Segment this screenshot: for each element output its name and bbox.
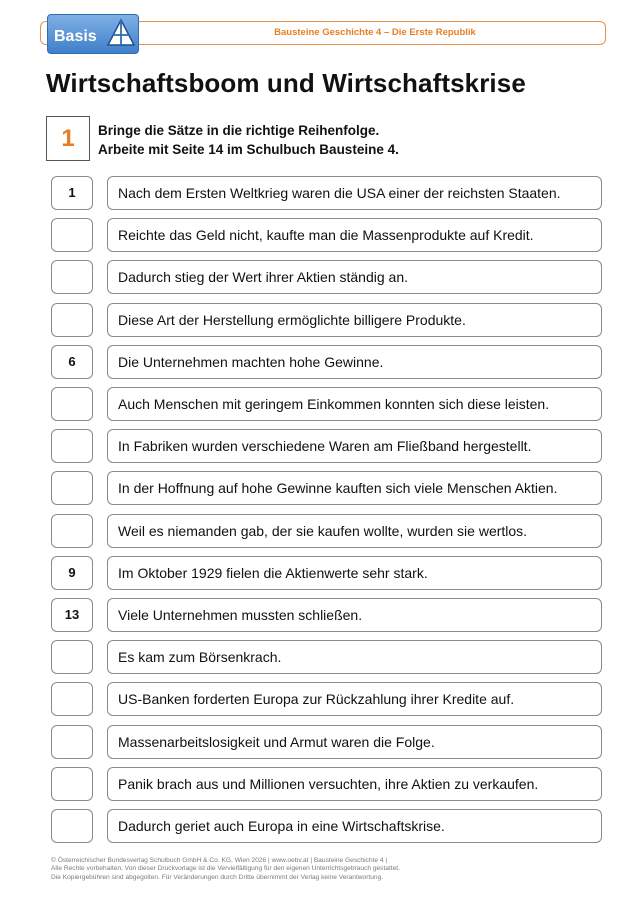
ordering-row [51, 218, 603, 252]
basis-logo [47, 14, 139, 54]
ordering-row [51, 345, 603, 379]
sentence-text: Panik brach aus und Millionen versuchten, ihre Aktien zu verkaufen. [107, 767, 602, 801]
triangle-logo-icon [106, 18, 136, 48]
order-number-field[interactable] [51, 471, 93, 505]
sentence-text: Dadurch stieg der Wert ihrer Aktien ständig an. [107, 260, 602, 294]
sentence-text: Massenarbeitslosigkeit und Armut waren die Folge. [107, 725, 602, 759]
sentence-text: Auch Menschen mit geringem Einkommen konnten sich diese leisten. [107, 387, 602, 421]
order-number-field[interactable] [51, 767, 93, 801]
task-instructions [98, 121, 598, 159]
ordering-row [51, 640, 603, 674]
ordering-row [51, 514, 603, 548]
ordering-row [51, 767, 603, 801]
ordering-row [51, 598, 603, 632]
ordering-row [51, 176, 603, 210]
ordering-row [51, 429, 603, 463]
order-number-field[interactable] [51, 640, 93, 674]
logo-label: Basis [54, 28, 97, 45]
footer-fees: Die Kopiergebühren sind abgegolten. Für Veränderungen durch Dritte übernimmt der Verlag keine Verantwortung. [51, 873, 384, 881]
sentence-text: Reichte das Geld nicht, kaufte man die Massenprodukte auf Kredit. [107, 218, 602, 252]
order-number-field[interactable] [51, 809, 93, 843]
series-title: Bausteine Geschichte 4 – Die Erste Republik [274, 27, 476, 38]
order-number-field[interactable] [51, 514, 93, 548]
ordering-row [51, 682, 603, 716]
order-number-field[interactable] [51, 303, 93, 337]
order-number-field[interactable] [51, 725, 93, 759]
page-title: Wirtschaftsboom und Wirtschaftskrise [46, 68, 526, 98]
sentence-text: Die Unternehmen machten hohe Gewinne. [107, 345, 602, 379]
order-number-field[interactable] [51, 387, 93, 421]
sentence-text: US-Banken forderten Europa zur Rückzahlung ihrer Kredite auf. [107, 682, 602, 716]
footer-copyright: © Österreichischer Bundesverlag Schulbuch GmbH & Co. KG, Wien 2026 | www.oebv.at | Bausteine Geschichte 4 | [51, 857, 388, 864]
sentence-text: Es kam zum Börsenkrach. [107, 640, 602, 674]
order-number-field[interactable]: 13 [51, 598, 93, 632]
order-number-field[interactable]: 1 [51, 176, 93, 210]
sentence-text: In der Hoffnung auf hohe Gewinne kauften sich viele Menschen Aktien. [107, 471, 602, 505]
footer [51, 857, 471, 882]
order-number-field[interactable]: 9 [51, 556, 93, 590]
instruction-line-1: Bringe die Sätze in die richtige Reihenfolge. [98, 123, 380, 138]
footer-rights: Alle Rechte vorbehalten. Von dieser Druckvorlage ist die Vervielfältigung für den eigenen Unterrichtsgebrauch gestattet. [51, 865, 400, 873]
ordering-row [51, 387, 603, 421]
ordering-row [51, 303, 603, 337]
sentence-text: Diese Art der Herstellung ermöglichte billigere Produkte. [107, 303, 602, 337]
ordering-row [51, 725, 603, 759]
order-number-field[interactable] [51, 429, 93, 463]
task-number: 1 [46, 116, 90, 161]
order-number-field[interactable]: 6 [51, 345, 93, 379]
instruction-line-2: Arbeite mit Seite 14 im Schulbuch Bausteine 4. [98, 142, 399, 157]
ordering-row [51, 471, 603, 505]
sentence-text: Weil es niemanden gab, der sie kaufen wollte, wurden sie wertlos. [107, 514, 602, 548]
sentence-text: Dadurch geriet auch Europa in eine Wirtschaftskrise. [107, 809, 602, 843]
order-number-field[interactable] [51, 682, 93, 716]
ordering-row [51, 809, 603, 843]
sentence-text: In Fabriken wurden verschiedene Waren am Fließband hergestellt. [107, 429, 602, 463]
sentence-text: Viele Unternehmen mussten schließen. [107, 598, 602, 632]
order-number-field[interactable] [51, 218, 93, 252]
sentence-text: Nach dem Ersten Weltkrieg waren die USA einer der reichsten Staaten. [107, 176, 602, 210]
ordering-row [51, 260, 603, 294]
sentence-text: Im Oktober 1929 fielen die Aktienwerte sehr stark. [107, 556, 602, 590]
order-number-field[interactable] [51, 260, 93, 294]
ordering-row [51, 556, 603, 590]
